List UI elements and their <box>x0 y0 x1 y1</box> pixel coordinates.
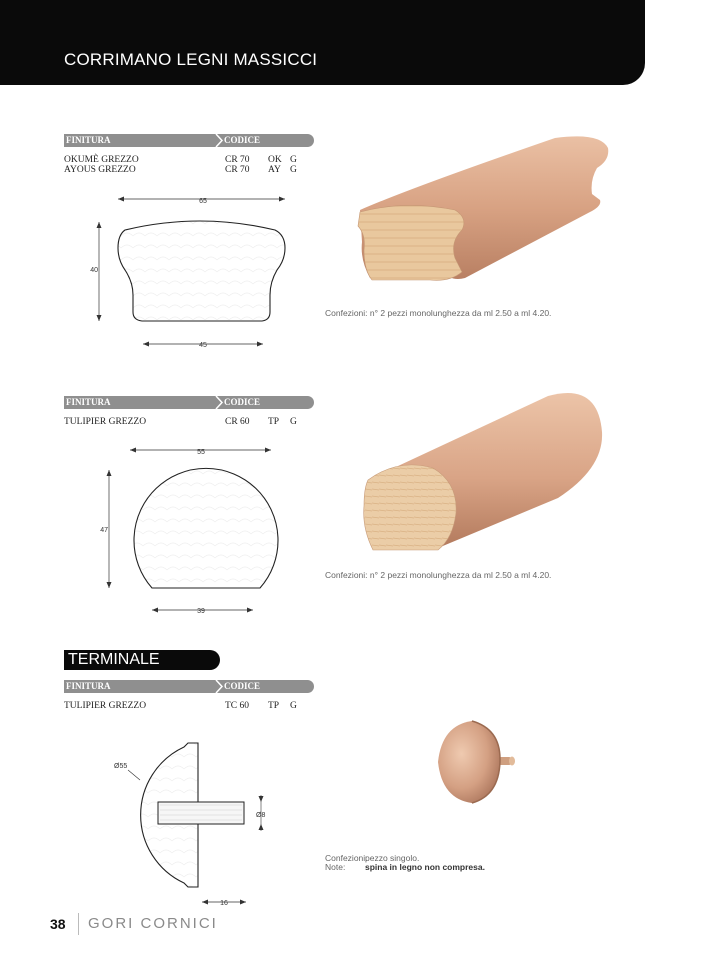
profile-shape <box>118 221 285 321</box>
profile-drawing-1 <box>85 190 305 355</box>
finitura-label: FINITURA <box>66 135 111 145</box>
finitura-label: FINITURA <box>66 681 111 691</box>
packaging-note-2: Confezioni: n° 2 pezzi monolunghezza da ml 2.50 a ml 4.20. <box>325 570 552 580</box>
finitura-cell: AYOUS GREZZO <box>64 165 136 175</box>
table-header-bar <box>64 396 314 409</box>
dim-bottom: 39 <box>197 608 205 615</box>
profile-drawing-2 <box>95 440 295 620</box>
finitura-cell: TULIPIER GREZZO <box>64 417 147 427</box>
section-title-bar <box>64 650 220 670</box>
page-number: 38 <box>50 916 66 932</box>
footer-divider <box>78 913 79 935</box>
table-header-bar <box>64 680 314 693</box>
species-cell: OK <box>268 155 282 165</box>
page-title: CORRIMANO LEGNI MASSICCI <box>64 50 318 69</box>
note-text: spina in legno non compresa. <box>365 862 485 872</box>
note-label: Note: <box>325 862 346 872</box>
species-cell: TP <box>268 417 280 427</box>
profile-shape <box>134 468 278 588</box>
dim-height: 47 <box>100 527 108 534</box>
finitura-cell: OKUMÈ GREZZO <box>64 155 139 165</box>
dim-top: 65 <box>199 198 207 205</box>
section-title: TERMINALE <box>68 651 160 668</box>
codice-label: CODICE <box>224 135 261 145</box>
code-cell: TC 60 <box>225 701 250 711</box>
separator-icon <box>214 134 224 147</box>
dim-bottom: 45 <box>199 342 207 349</box>
grade-cell: G <box>290 701 297 711</box>
table-row <box>64 701 314 713</box>
table-row <box>64 165 314 177</box>
dim-top: 55 <box>197 449 205 456</box>
grade-cell: G <box>290 165 297 175</box>
code-cell: CR 70 <box>225 155 250 165</box>
species-cell: TP <box>268 701 280 711</box>
finitura-cell: TULIPIER GREZZO <box>64 701 147 711</box>
finitura-label: FINITURA <box>66 397 111 407</box>
brand-logo: GORI CORNICI <box>88 915 218 932</box>
packaging-label: Confezioni: <box>325 853 368 863</box>
packaging-text: pezzo singolo. <box>365 853 420 863</box>
species-cell: AY <box>268 165 281 175</box>
separator-icon <box>214 396 224 409</box>
separator-icon <box>214 680 224 693</box>
grade-cell: G <box>290 155 297 165</box>
code-cell: CR 70 <box>225 165 250 175</box>
dim-height: 40 <box>90 267 98 274</box>
table-header-bar <box>64 134 314 147</box>
page-header <box>0 0 645 85</box>
terminal-image <box>430 715 530 815</box>
dim-diameter: Ø55 <box>114 763 128 770</box>
dim-depth: 16 <box>220 900 228 907</box>
codice-label: CODICE <box>224 681 261 691</box>
handrail-image-1 <box>350 130 612 290</box>
dim-pin: Ø8 <box>256 812 266 819</box>
codice-label: CODICE <box>224 397 261 407</box>
packaging-note-1: Confezioni: n° 2 pezzi monolunghezza da ml 2.50 a ml 4.20. <box>325 308 552 318</box>
table-row <box>64 417 314 429</box>
code-cell: CR 60 <box>225 417 250 427</box>
terminal-drawing <box>100 735 285 915</box>
grade-cell: G <box>290 417 297 427</box>
handrail-image-2 <box>358 388 608 558</box>
